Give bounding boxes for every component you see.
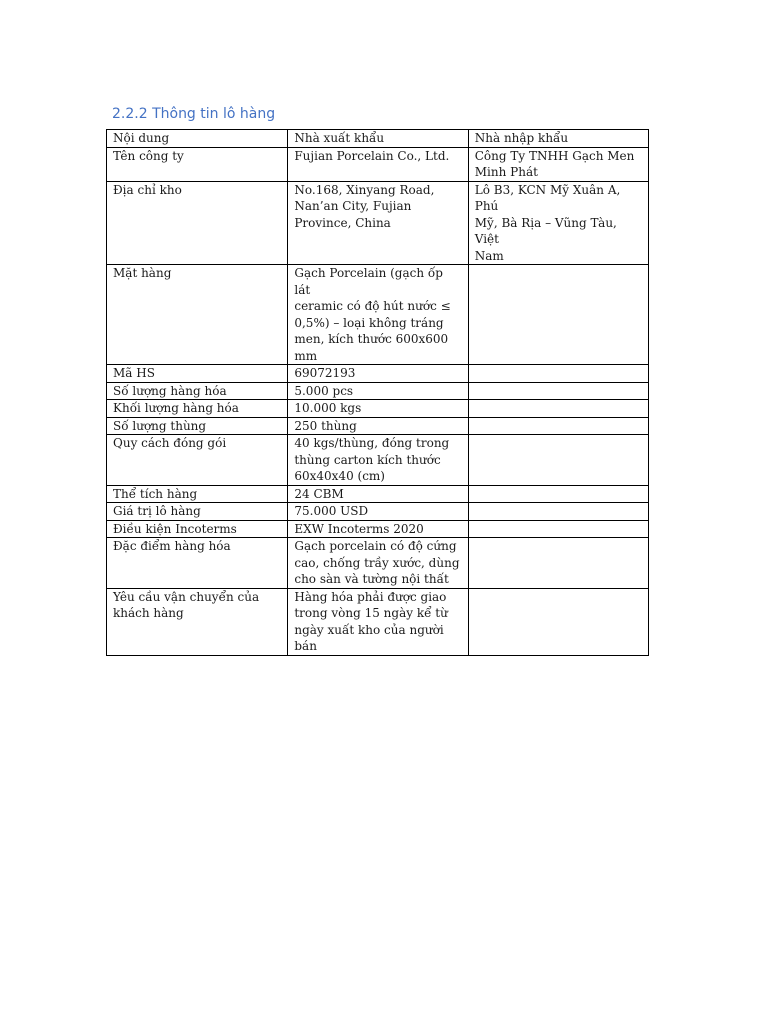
importer-cell [468,365,648,383]
table-row [107,265,649,365]
exporter-cell: 250 thùng [288,417,468,435]
exporter-cell: 24 CBM [288,485,468,503]
row-label-cell: Quy cách đóng gói [107,435,288,486]
row-label-cell: Số lượng hàng hóa [107,382,288,400]
importer-cell [468,588,648,655]
table-row [107,538,649,589]
table-row [107,400,649,418]
row-label-cell: Số lượng thùng [107,417,288,435]
table-row [107,365,649,383]
table-header-row [107,130,649,148]
row-label-cell: Yêu cầu vận chuyển của khách hàng [107,588,288,655]
shipment-info-table [106,129,649,656]
exporter-cell: Gạch porcelain có độ cứng cao, chống trầy xước, dùng cho sàn và tường nội thất [288,538,468,589]
exporter-cell: No.168, Xinyang Road, Nan’an City, Fujian Province, China [288,181,468,265]
table-row [107,181,649,265]
exporter-cell: EXW Incoterms 2020 [288,520,468,538]
importer-cell: Lô B3, KCN Mỹ Xuân A, Phú Mỹ, Bà Rịa – Vũng Tàu, Việt Nam [468,181,648,265]
importer-cell [468,435,648,486]
importer-cell: Công Ty TNHH Gạch Men Minh Phát [468,147,648,181]
exporter-cell: Hàng hóa phải được giao trong vòng 15 ngày kể từ ngày xuất kho của người bán [288,588,468,655]
exporter-cell: 75.000 USD [288,503,468,521]
exporter-cell: Gạch Porcelain (gạch ốp lát ceramic có độ hút nước ≤ 0,5%) – loại không tráng men, kích thước 600x600 mm [288,265,468,365]
exporter-cell: 69072193 [288,365,468,383]
importer-cell [468,382,648,400]
table-body [107,130,649,656]
importer-cell [468,417,648,435]
row-label-cell: Khối lượng hàng hóa [107,400,288,418]
row-label-cell: Địa chỉ kho [107,181,288,265]
importer-cell [468,520,648,538]
exporter-cell: Fujian Porcelain Co., Ltd. [288,147,468,181]
table-row [107,503,649,521]
table-row [107,417,649,435]
table-row [107,435,649,486]
table-row [107,520,649,538]
table-row [107,147,649,181]
exporter-cell: 10.000 kgs [288,400,468,418]
row-label-cell: Đặc điểm hàng hóa [107,538,288,589]
header-cell-exporter: Nhà xuất khẩu [288,130,468,148]
row-label-cell: Mã HS [107,365,288,383]
header-cell-content: Nội dung [107,130,288,148]
table-row [107,382,649,400]
row-label-cell: Mặt hàng [107,265,288,365]
importer-cell [468,503,648,521]
table-row [107,588,649,655]
importer-cell [468,485,648,503]
section-heading: 2.2.2 Thông tin lô hàng [112,106,276,122]
row-label-cell: Giá trị lô hàng [107,503,288,521]
table-row [107,485,649,503]
row-label-cell: Điều kiện Incoterms [107,520,288,538]
importer-cell [468,538,648,589]
importer-cell [468,400,648,418]
row-label-cell: Thể tích hàng [107,485,288,503]
row-label-cell: Tên công ty [107,147,288,181]
exporter-cell: 5.000 pcs [288,382,468,400]
header-cell-importer: Nhà nhập khẩu [468,130,648,148]
importer-cell [468,265,648,365]
exporter-cell: 40 kgs/thùng, đóng trong thùng carton kích thước 60x40x40 (cm) [288,435,468,486]
